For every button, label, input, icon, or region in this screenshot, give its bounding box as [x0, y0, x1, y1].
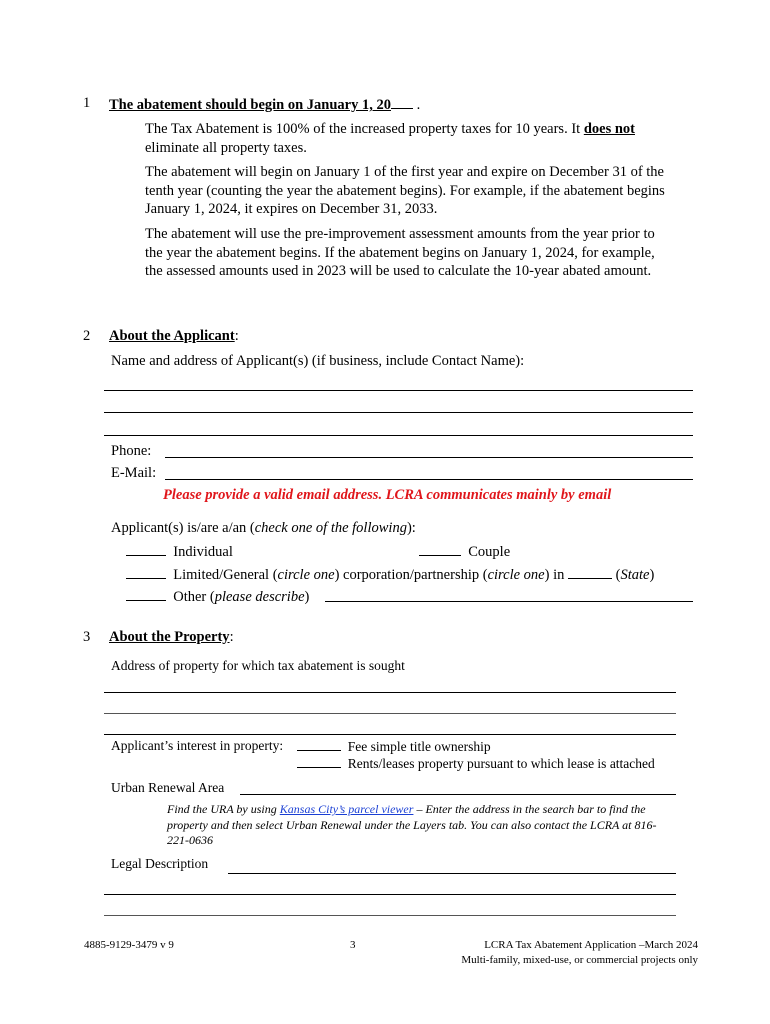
section-1-paragraph-2: The abatement will begin on January 1 of the first year and expire on December 31 of the tenth year (counting the year the abatement begins). For example, if the abatement begins January 1, 2024, it expires on December 31, 2033. — [145, 164, 665, 217]
state-label: State — [620, 567, 650, 583]
phone-field[interactable] — [165, 457, 693, 458]
corp-circle-2: circle one — [487, 567, 545, 583]
couple-checkbox[interactable] — [419, 541, 461, 556]
couple-label: Couple — [468, 544, 511, 560]
section-1-heading-text: The abatement should begin on January 1, 20 — [109, 97, 391, 113]
option-individual — [126, 541, 233, 562]
legal-description-line-3[interactable] — [104, 915, 676, 916]
type-label-instruction: check one of the following — [254, 520, 407, 536]
state-field[interactable] — [568, 564, 612, 579]
ura-field[interactable] — [240, 794, 676, 795]
legal-description-label: Legal Description — [111, 856, 209, 871]
section-3-heading — [109, 628, 234, 647]
phone-label: Phone: — [111, 443, 152, 459]
state-paren-close: ) — [649, 567, 655, 583]
email-notice: Please provide a valid email address. LCRA communicates mainly by email — [163, 487, 612, 503]
section-2-heading-text: About the Applicant — [109, 328, 235, 344]
email-field[interactable] — [165, 479, 693, 480]
individual-label: Individual — [173, 544, 233, 560]
section-1-number: 1 — [83, 95, 91, 111]
applicant-name-line-3[interactable] — [104, 435, 693, 436]
para1-emphasis: does not — [583, 121, 635, 137]
footer-page-number: 3 — [350, 939, 356, 951]
legal-description-line-1[interactable] — [228, 873, 676, 874]
property-address-line-3[interactable] — [104, 734, 676, 735]
corporation-checkbox[interactable] — [126, 564, 166, 579]
individual-checkbox[interactable] — [126, 541, 166, 556]
section-2-heading-suffix: : — [234, 328, 239, 344]
email-label: E-Mail: — [111, 465, 157, 481]
corp-text-2: ) corporation/partnership ( — [334, 567, 488, 583]
section-1-heading-suffix: . — [416, 97, 421, 113]
other-instruction: please describe — [214, 589, 305, 605]
footer-doc-id: 4885-9129-3479 v 9 — [84, 939, 174, 951]
lease-label: Rents/leases property pursuant to which lease is attached — [347, 756, 655, 771]
corp-text-1: Limited/General ( — [173, 567, 278, 583]
property-address-line-1[interactable] — [104, 692, 676, 693]
section-3-number: 3 — [83, 629, 91, 645]
fee-simple-label: Fee simple title ownership — [347, 739, 491, 754]
applicant-type-label — [111, 519, 416, 538]
interest-option-lease — [297, 754, 655, 772]
option-other — [126, 586, 309, 607]
type-label-text: Applicant(s) is/are a/an ( — [111, 520, 255, 536]
property-address-line-2[interactable] — [104, 713, 676, 714]
applicant-name-line-1[interactable] — [104, 390, 693, 391]
other-describe-field[interactable] — [325, 601, 693, 602]
option-couple — [419, 541, 510, 562]
ura-label: Urban Renewal Area — [111, 780, 225, 795]
interest-label: Applicant’s interest in property: — [111, 738, 284, 753]
section-2-heading — [109, 327, 239, 346]
property-address-label: Address of property for which tax abatement is sought — [111, 658, 405, 673]
section-1-paragraph-3: The abatement will use the pre-improvement assessment amounts from the year prior to the year the abatement begins. If the abatement begins on January 1, 2024, for example, the assessed amounts used in 2023 will be used to calculate the 10-year abated amount. — [145, 226, 655, 279]
corp-circle-1: circle one — [277, 567, 335, 583]
ura-note-text: Find the URA by using — [167, 802, 280, 816]
section-3-heading-text: About the Property — [109, 629, 230, 645]
section-2-number: 2 — [83, 328, 91, 344]
ura-note — [167, 802, 672, 849]
lease-checkbox[interactable] — [297, 754, 341, 768]
legal-description-line-2[interactable] — [104, 894, 676, 895]
footer-subtitle: Multi-family, mixed-use, or commercial projects only — [461, 954, 698, 966]
interest-option-fee — [297, 737, 491, 755]
other-text-2: ) — [304, 589, 310, 605]
section-1-heading — [109, 94, 420, 115]
year-blank[interactable] — [391, 94, 413, 109]
type-label-end: ): — [406, 520, 416, 536]
option-corporation — [126, 564, 654, 585]
para1-text-end: eliminate all property taxes. — [145, 139, 307, 156]
section-1-paragraph-1 — [145, 120, 670, 157]
other-checkbox[interactable] — [126, 586, 166, 601]
state-paren-open: ( — [615, 567, 621, 583]
section-3-heading-suffix: : — [229, 629, 234, 645]
applicant-name-line-2[interactable] — [104, 412, 693, 413]
parcel-viewer-link[interactable]: Kansas City’s parcel viewer — [279, 802, 414, 816]
fee-simple-checkbox[interactable] — [297, 737, 341, 751]
ura-note-text-end: – Enter the address in the search bar to find the property and then select Urban Renewal under the Layers tab. You can also contact the LCRA at 816-221-0636 — [167, 802, 657, 847]
corp-text-3: ) in — [544, 567, 565, 583]
applicant-name-label: Name and address of Applicant(s) (if business, include Contact Name): — [111, 353, 525, 369]
footer-title: LCRA Tax Abatement Application –March 2024 — [484, 939, 698, 951]
other-text-1: Other ( — [173, 589, 215, 605]
para1-text: The Tax Abatement is 100% of the increased property taxes for 10 years. It — [145, 121, 584, 137]
